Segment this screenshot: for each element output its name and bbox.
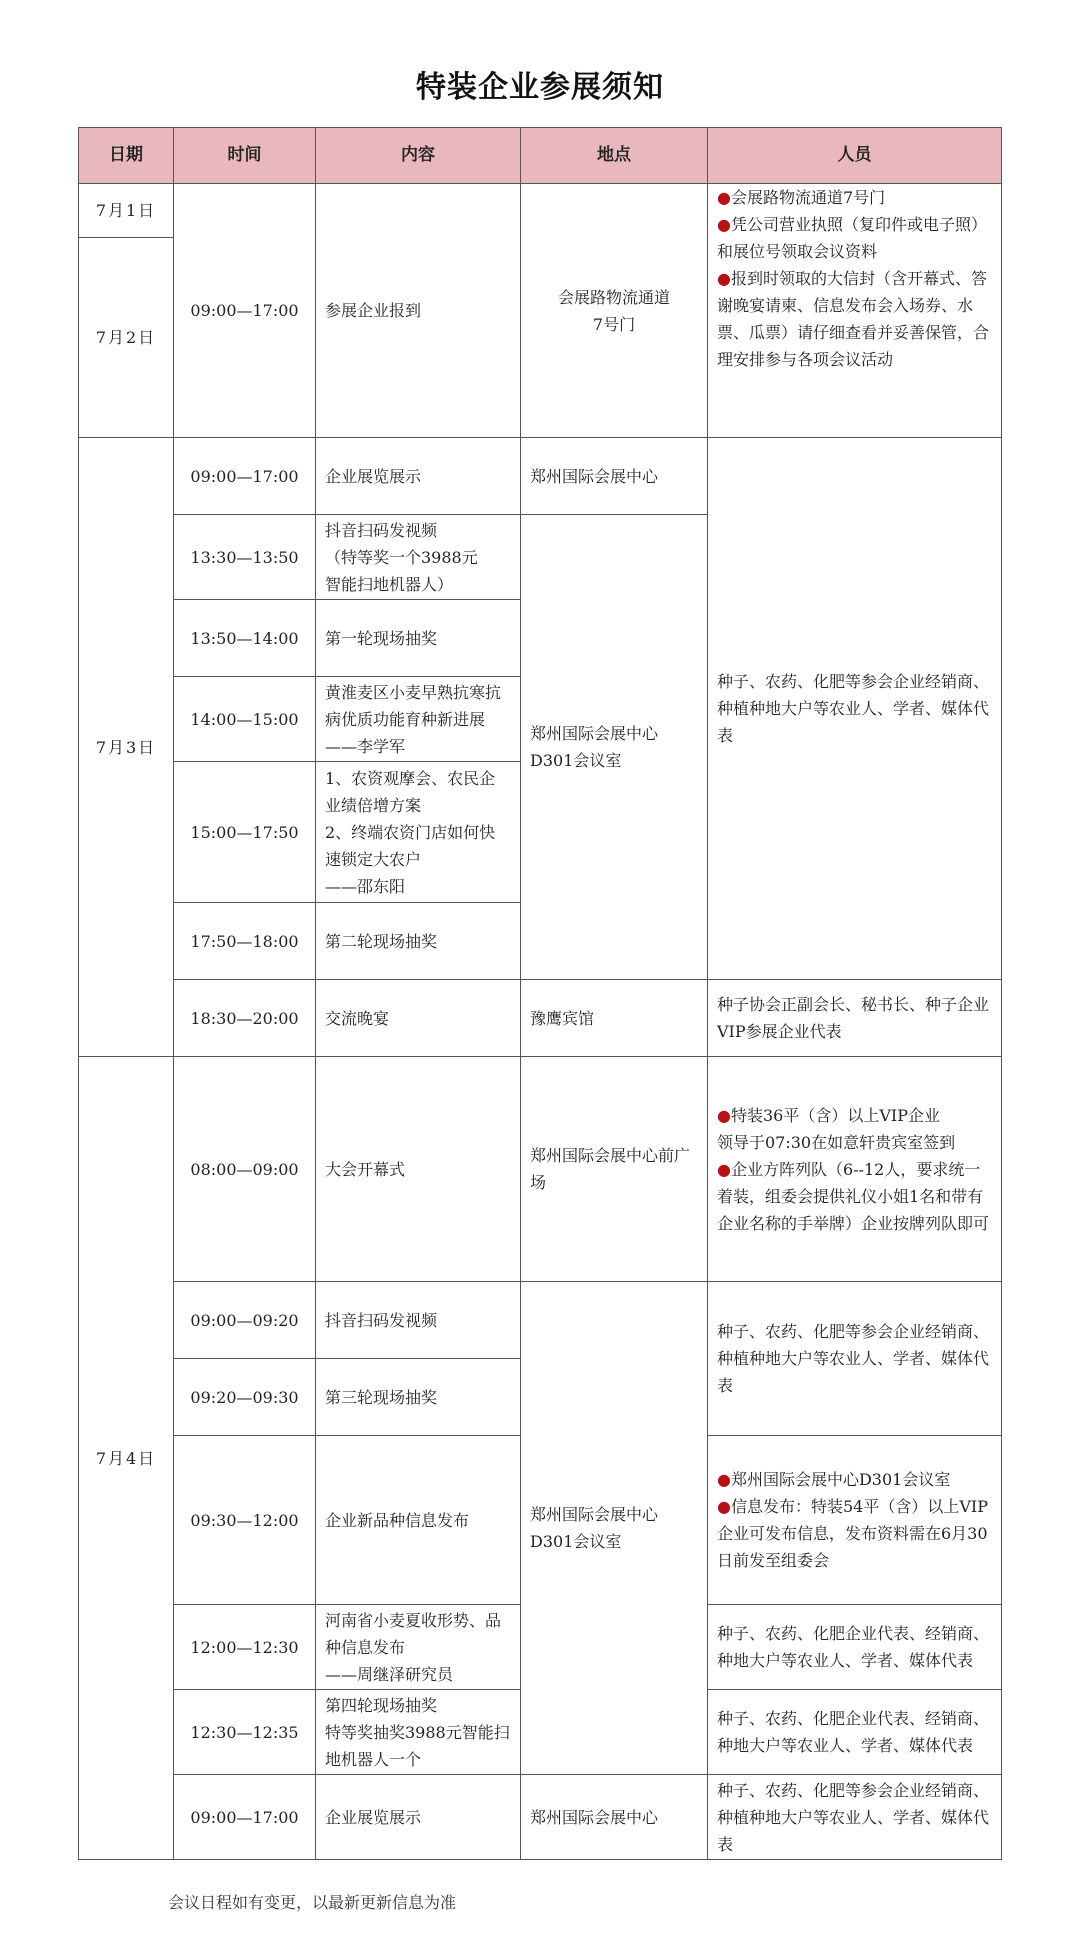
- content-line: 智能扫地机器人）: [325, 574, 454, 594]
- time-cell: 09:30—12:00: [174, 1436, 316, 1605]
- time-cell: 09:20—09:30: [174, 1359, 316, 1436]
- content-line: 2、终端农资门店如何快速锁定大农户: [325, 822, 496, 869]
- time-cell: 12:00—12:30: [174, 1605, 316, 1690]
- content-cell: 企业展览展示: [316, 1775, 521, 1860]
- time-cell: 18:30—20:00: [174, 980, 316, 1057]
- location-cell: 郑州国际会展中心前广场: [521, 1057, 708, 1282]
- personnel-cell: 种子协会正副会长、秘书长、种子企业VIP参展企业代表: [708, 980, 1002, 1057]
- table-row: [79, 980, 1002, 1057]
- date-cell: 7月2日: [79, 238, 174, 438]
- red-dot-icon: ●: [717, 1470, 731, 1489]
- bullet-text: 特装36平（含）以上VIP企业: [730, 1105, 940, 1125]
- table-header-row: [79, 128, 1002, 184]
- personnel-cell: 种子、农药、化肥等参会企业经销商、种植种地大户等农业人、学者、媒体代表: [708, 438, 1002, 980]
- time-cell: 13:50—14:00: [174, 600, 316, 677]
- bullet-text: 企业方阵列队（6--12人，要求统一着装，组委会提供礼仪小姐1名和带有企业名称的手举牌）企业按牌列队即可: [717, 1159, 990, 1233]
- bullet-item: [717, 184, 992, 211]
- location-cell: 郑州国际会展中心D301会议室: [521, 515, 708, 980]
- location-cell: 郑州国际会展中心: [521, 1775, 708, 1860]
- time-cell: 15:00—17:50: [174, 762, 316, 903]
- content-line: ——周继泽研究员: [325, 1664, 454, 1684]
- header-time: 时间: [174, 128, 316, 184]
- red-dot-icon: ●: [717, 269, 731, 288]
- red-dot-icon: ●: [717, 1105, 731, 1125]
- time-cell: 12:30—12:35: [174, 1690, 316, 1775]
- content-cell: [316, 1690, 521, 1775]
- personnel-cell: [708, 1436, 1002, 1605]
- bullet-item: [717, 1156, 992, 1237]
- header-content: 内容: [316, 128, 521, 184]
- content-cell: 大会开幕式: [316, 1057, 521, 1282]
- content-cell: [316, 515, 521, 600]
- content-cell: 交流晚宴: [316, 980, 521, 1057]
- location-line: 7号门: [592, 314, 636, 334]
- time-cell: 09:00—09:20: [174, 1282, 316, 1359]
- content-cell: 参展企业报到: [316, 184, 521, 438]
- content-line: 河南省小麦夏收形势、品种信息发布: [325, 1610, 502, 1657]
- location-line: 会展路物流通道: [557, 287, 670, 307]
- location-cell: 郑州国际会展中心D301会议室: [521, 1282, 708, 1775]
- content-cell: 第二轮现场抽奖: [316, 903, 521, 980]
- table-row: [79, 184, 1002, 238]
- header-location: 地点: [521, 128, 708, 184]
- bullet-text: 郑州国际会展中心D301会议室: [730, 1470, 951, 1489]
- content-line: 特等奖抽奖3988元智能扫地机器人一个: [325, 1722, 510, 1769]
- location-cell: [521, 184, 708, 438]
- date-cell: 7月4日: [79, 1057, 174, 1860]
- personnel-cell: 种子、农药、化肥等参会企业经销商、种植种地大户等农业人、学者、媒体代表: [708, 1775, 1002, 1860]
- schedule-table: [78, 127, 1002, 1860]
- table-row: [79, 1775, 1002, 1860]
- content-cell: 抖音扫码发视频: [316, 1282, 521, 1359]
- content-line: 抖音扫码发视频: [325, 520, 438, 540]
- header-personnel: 人员: [708, 128, 1002, 184]
- personnel-cell: 种子、农药、化肥企业代表、经销商、种地大户等农业人、学者、媒体代表: [708, 1690, 1002, 1775]
- time-cell: 17:50—18:00: [174, 903, 316, 980]
- date-cell: 7月3日: [79, 438, 174, 1057]
- personnel-cell: [708, 184, 1002, 438]
- table-row: [79, 1282, 1002, 1359]
- time-cell: 09:00—17:00: [174, 184, 316, 438]
- bullet-text: 凭公司营业执照（复印件或电子照）和展位号领取会议资料: [717, 215, 987, 261]
- personnel-cell: 种子、农药、化肥企业代表、经销商、种地大户等农业人、学者、媒体代表: [708, 1605, 1002, 1690]
- footer-note: 会议日程如有变更，以最新更新信息为准: [168, 1893, 457, 1912]
- red-dot-icon: ●: [717, 1497, 731, 1516]
- time-cell: 09:00—17:00: [174, 438, 316, 515]
- content-cell: 企业展览展示: [316, 438, 521, 515]
- content-cell: 第三轮现场抽奖: [316, 1359, 521, 1436]
- date-cell: 7月1日: [79, 184, 174, 238]
- bullet-item: [717, 211, 992, 265]
- personnel-cell: 种子、农药、化肥等参会企业经销商、种植种地大户等农业人、学者、媒体代表: [708, 1282, 1002, 1436]
- bullet-text: 会展路物流通道7号门: [730, 188, 886, 207]
- time-cell: 08:00—09:00: [174, 1057, 316, 1282]
- bullet-continuation: 领导于07:30在如意轩贵宾室签到: [717, 1132, 956, 1152]
- content-cell: 第一轮现场抽奖: [316, 600, 521, 677]
- table-row: [79, 438, 1002, 515]
- content-cell: 黄淮麦区小麦早熟抗寒抗病优质功能育种新进展——李学军: [316, 677, 521, 762]
- bullet-item: [717, 1102, 992, 1129]
- bullet-text: 信息发布：特装54平（含）以上VIP企业可发布信息，发布资料需在6月30日前发至组委会: [717, 1497, 988, 1570]
- content-line: 第四轮现场抽奖: [325, 1695, 438, 1715]
- red-dot-icon: ●: [717, 1159, 731, 1179]
- content-line: 1、农资观摩会、农民企业绩倍增方案: [325, 768, 496, 815]
- table-row: [79, 1057, 1002, 1282]
- header-date: 日期: [79, 128, 174, 184]
- page-title: 特装企业参展须知: [416, 70, 664, 105]
- location-cell: 豫鹰宾馆: [521, 980, 708, 1057]
- time-cell: 14:00—15:00: [174, 677, 316, 762]
- content-cell: 企业新品种信息发布: [316, 1436, 521, 1605]
- content-line: ——邵东阳: [325, 876, 406, 896]
- location-cell: 郑州国际会展中心: [521, 438, 708, 515]
- red-dot-icon: ●: [717, 188, 731, 207]
- bullet-item: [717, 1493, 992, 1574]
- content-line: （特等奖一个3988元: [325, 547, 478, 567]
- content-cell: [316, 1605, 521, 1690]
- bullet-item: [717, 1466, 992, 1493]
- bullet-text: 报到时领取的大信封（含开幕式、答谢晚宴请柬、信息发布会入场券、水票、瓜票）请仔细查看并妥善保管，合理安排参与各项会议活动: [717, 269, 990, 369]
- content-cell: [316, 762, 521, 903]
- personnel-cell: [708, 1057, 1002, 1282]
- red-dot-icon: ●: [717, 215, 731, 234]
- time-cell: 13:30—13:50: [174, 515, 316, 600]
- bullet-item: [717, 265, 992, 373]
- time-cell: 09:00—17:00: [174, 1775, 316, 1860]
